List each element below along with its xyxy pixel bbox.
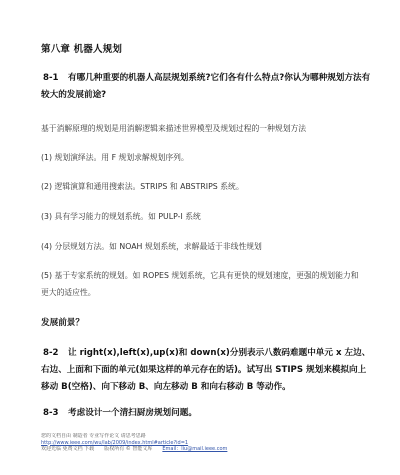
chapter-title: 第八章 机器人规划 [41, 44, 123, 55]
answer-intro: 基于消解原理的规划是用消解逻辑来描述世界模型及规划过程的一种规划方法 [41, 124, 307, 133]
question-8-2 [41, 345, 371, 396]
page-footer [41, 433, 371, 453]
footer-email-link[interactable]: Email：liu@mail.ieee.com [162, 446, 228, 452]
question-text: 让 right(x),left(x),up(x)和 down(x)分别表示八数码难题中单元 x 左边、右边、上面和下面的单元(如果这样的单元存在的话)。试写出 STIPS 规划来模拟向上移动 B(空格)、向下移动 B、向左移动 B 和向右移动 B 等动作。 [41, 348, 371, 392]
footer-link-1[interactable]: http://www.ieee.com/wu/lab/2009/index.html#article?id=1 [41, 439, 189, 446]
answer-item-2: (2) 逻辑演算和通用搜索法。STRIPS 和 ABSTRIPS 系统。 [41, 182, 244, 191]
section-heading: 发展前景？ [41, 318, 84, 328]
question-8-1 [41, 70, 371, 104]
footer-line-2 [41, 446, 371, 453]
question-number: 8-1 [43, 73, 59, 83]
answer-item-5: (5) 基于专家系统的规划。如 ROPES 规划系统，它具有更快的规划速度，更强的规划能力和更大的适应性。 [41, 271, 359, 297]
question-text: 考虑设计一个清扫厨房规划问题。 [68, 408, 197, 418]
footer-text-1: 您的文档自由 制造者 专业写作论文 请思考思路 [41, 433, 146, 439]
answer-item-1: (1) 规划演绎法。用 F 规划求解规划序列。 [41, 153, 189, 162]
footer-text-mid: 版权所有 © 智能文库 [104, 446, 153, 452]
question-8-3 [41, 405, 371, 422]
answer-item-4: (4) 分层规划方法。如 NOAH 规划系统，求解最适于非线性规划 [41, 242, 262, 251]
question-number: 8-2 [43, 348, 59, 358]
question-number: 8-3 [43, 408, 59, 418]
footer-text-2: 欢迎光临 免费文档 下载 [41, 446, 95, 452]
question-text: 有哪几种重要的机器人高层规划系统?它们各有什么特点?你认为哪种规划方法有较大的发展前途? [41, 73, 371, 100]
answer-item-3: (3) 具有学习能力的规划系统。如 PULP-I 系统 [41, 212, 201, 221]
